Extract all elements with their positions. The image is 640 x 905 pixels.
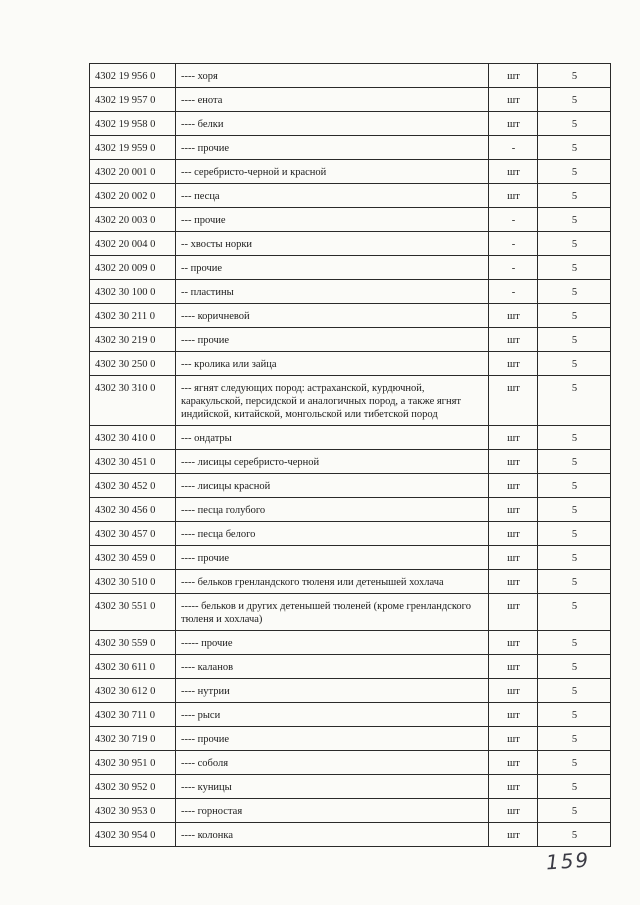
table-row — [90, 376, 611, 426]
unit-cell: шт — [489, 594, 538, 631]
unit-cell: шт — [489, 304, 538, 328]
unit-cell: шт — [489, 655, 538, 679]
table-row — [90, 631, 611, 655]
commodity-code-cell: 4302 20 002 0 — [90, 184, 176, 208]
commodity-code-cell: 4302 30 951 0 — [90, 751, 176, 775]
commodity-code-cell: 4302 30 954 0 — [90, 823, 176, 847]
commodity-code-cell: 4302 30 719 0 — [90, 727, 176, 751]
table-row — [90, 184, 611, 208]
commodity-code-cell: 4302 30 459 0 — [90, 546, 176, 570]
description-cell: --- песца — [176, 184, 489, 208]
rate-cell: 5 — [538, 256, 611, 280]
description-cell: ---- белки — [176, 112, 489, 136]
description-cell: --- ондатры — [176, 426, 489, 450]
table-row — [90, 426, 611, 450]
unit-cell: шт — [489, 631, 538, 655]
description-cell: ---- рыси — [176, 703, 489, 727]
table-row — [90, 679, 611, 703]
commodity-code-cell: 4302 30 457 0 — [90, 522, 176, 546]
unit-cell: - — [489, 256, 538, 280]
rate-cell: 5 — [538, 799, 611, 823]
table-row — [90, 474, 611, 498]
commodity-code-cell: 4302 19 958 0 — [90, 112, 176, 136]
unit-cell: шт — [489, 376, 538, 426]
description-cell: ---- лисицы серебристо-черной — [176, 450, 489, 474]
table-row — [90, 570, 611, 594]
rate-cell: 5 — [538, 328, 611, 352]
rate-cell: 5 — [538, 570, 611, 594]
commodity-code-cell: 4302 30 711 0 — [90, 703, 176, 727]
rate-cell: 5 — [538, 679, 611, 703]
rate-cell: 5 — [538, 232, 611, 256]
description-cell: ---- прочие — [176, 136, 489, 160]
unit-cell: шт — [489, 570, 538, 594]
description-cell: ---- енота — [176, 88, 489, 112]
commodity-code-cell: 4302 30 612 0 — [90, 679, 176, 703]
commodity-code-cell: 4302 30 211 0 — [90, 304, 176, 328]
description-cell: -- пластины — [176, 280, 489, 304]
description-cell: --- прочие — [176, 208, 489, 232]
description-cell: ---- лисицы красной — [176, 474, 489, 498]
unit-cell: - — [489, 232, 538, 256]
description-cell: -- хвосты норки — [176, 232, 489, 256]
rate-cell: 5 — [538, 727, 611, 751]
commodity-code-cell: 4302 30 952 0 — [90, 775, 176, 799]
table-row — [90, 751, 611, 775]
rate-cell: 5 — [538, 426, 611, 450]
table-row — [90, 136, 611, 160]
table-row — [90, 775, 611, 799]
table-row — [90, 546, 611, 570]
table-row — [90, 160, 611, 184]
description-cell: ---- прочие — [176, 328, 489, 352]
handwritten-page-number: 159 — [545, 847, 591, 875]
description-cell: ---- хоря — [176, 64, 489, 88]
description-cell: ---- бельков гренландского тюленя или детенышей хохлача — [176, 570, 489, 594]
unit-cell: шт — [489, 679, 538, 703]
table-row — [90, 799, 611, 823]
rate-cell: 5 — [538, 546, 611, 570]
table-row — [90, 450, 611, 474]
unit-cell: шт — [489, 352, 538, 376]
description-cell: ---- горностая — [176, 799, 489, 823]
unit-cell: шт — [489, 184, 538, 208]
rate-cell: 5 — [538, 522, 611, 546]
description-cell: ---- соболя — [176, 751, 489, 775]
table-row — [90, 64, 611, 88]
rate-cell: 5 — [538, 352, 611, 376]
unit-cell: шт — [489, 546, 538, 570]
table-row — [90, 328, 611, 352]
rate-cell: 5 — [538, 751, 611, 775]
rate-cell: 5 — [538, 823, 611, 847]
rate-cell: 5 — [538, 208, 611, 232]
commodity-code-cell: 4302 30 451 0 — [90, 450, 176, 474]
rate-cell: 5 — [538, 112, 611, 136]
commodity-code-cell: 4302 30 310 0 — [90, 376, 176, 426]
description-cell: ---- колонка — [176, 823, 489, 847]
table-row — [90, 208, 611, 232]
tariff-table — [89, 63, 611, 847]
rate-cell: 5 — [538, 304, 611, 328]
commodity-code-cell: 4302 30 452 0 — [90, 474, 176, 498]
unit-cell: шт — [489, 450, 538, 474]
table-row — [90, 88, 611, 112]
tariff-table-body — [90, 64, 611, 847]
unit-cell: шт — [489, 88, 538, 112]
unit-cell: шт — [489, 751, 538, 775]
unit-cell: шт — [489, 799, 538, 823]
table-row — [90, 655, 611, 679]
unit-cell: шт — [489, 775, 538, 799]
description-cell: ---- нутрии — [176, 679, 489, 703]
unit-cell: шт — [489, 160, 538, 184]
rate-cell: 5 — [538, 703, 611, 727]
description-cell: ----- прочие — [176, 631, 489, 655]
commodity-code-cell: 4302 30 551 0 — [90, 594, 176, 631]
rate-cell: 5 — [538, 594, 611, 631]
commodity-code-cell: 4302 30 250 0 — [90, 352, 176, 376]
description-cell: ---- песца белого — [176, 522, 489, 546]
table-row — [90, 232, 611, 256]
unit-cell: - — [489, 280, 538, 304]
rate-cell: 5 — [538, 160, 611, 184]
rate-cell: 5 — [538, 88, 611, 112]
table-row — [90, 703, 611, 727]
unit-cell: шт — [489, 498, 538, 522]
commodity-code-cell: 4302 30 611 0 — [90, 655, 176, 679]
rate-cell: 5 — [538, 775, 611, 799]
commodity-code-cell: 4302 30 100 0 — [90, 280, 176, 304]
rate-cell: 5 — [538, 64, 611, 88]
unit-cell: шт — [489, 112, 538, 136]
commodity-code-cell: 4302 30 219 0 — [90, 328, 176, 352]
table-row — [90, 256, 611, 280]
commodity-code-cell: 4302 30 510 0 — [90, 570, 176, 594]
unit-cell: шт — [489, 426, 538, 450]
table-row — [90, 112, 611, 136]
rate-cell: 5 — [538, 631, 611, 655]
unit-cell: шт — [489, 64, 538, 88]
description-cell: --- серебристо-черной и красной — [176, 160, 489, 184]
description-cell: -- прочие — [176, 256, 489, 280]
table-row — [90, 594, 611, 631]
description-cell: ---- каланов — [176, 655, 489, 679]
rate-cell: 5 — [538, 376, 611, 426]
unit-cell: шт — [489, 823, 538, 847]
rate-cell: 5 — [538, 498, 611, 522]
table-row — [90, 280, 611, 304]
commodity-code-cell: 4302 20 003 0 — [90, 208, 176, 232]
commodity-code-cell: 4302 30 559 0 — [90, 631, 176, 655]
unit-cell: - — [489, 208, 538, 232]
commodity-code-cell: 4302 20 004 0 — [90, 232, 176, 256]
rate-cell: 5 — [538, 655, 611, 679]
description-cell: ---- песца голубого — [176, 498, 489, 522]
table-row — [90, 727, 611, 751]
description-cell: ---- прочие — [176, 727, 489, 751]
description-cell: --- кролика или зайца — [176, 352, 489, 376]
rate-cell: 5 — [538, 184, 611, 208]
commodity-code-cell: 4302 30 410 0 — [90, 426, 176, 450]
table-row — [90, 498, 611, 522]
table-row — [90, 352, 611, 376]
unit-cell: шт — [489, 727, 538, 751]
commodity-code-cell: 4302 20 009 0 — [90, 256, 176, 280]
unit-cell: - — [489, 136, 538, 160]
table-row — [90, 304, 611, 328]
description-cell: ---- прочие — [176, 546, 489, 570]
commodity-code-cell: 4302 30 456 0 — [90, 498, 176, 522]
rate-cell: 5 — [538, 280, 611, 304]
rate-cell: 5 — [538, 474, 611, 498]
commodity-code-cell: 4302 19 959 0 — [90, 136, 176, 160]
description-cell: ---- куницы — [176, 775, 489, 799]
unit-cell: шт — [489, 522, 538, 546]
table-row — [90, 823, 611, 847]
unit-cell: шт — [489, 328, 538, 352]
unit-cell: шт — [489, 474, 538, 498]
unit-cell: шт — [489, 703, 538, 727]
description-cell: --- ягнят следующих пород: астраханской, курдючной, каракульской, персидской и аналогичных пород, а также ягнят индийской, китайской, монгольской или тибетской пород — [176, 376, 489, 426]
commodity-code-cell: 4302 20 001 0 — [90, 160, 176, 184]
rate-cell: 5 — [538, 450, 611, 474]
description-cell: ---- коричневой — [176, 304, 489, 328]
commodity-code-cell: 4302 19 957 0 — [90, 88, 176, 112]
rate-cell: 5 — [538, 136, 611, 160]
description-cell: ----- бельков и других детенышей тюленей (кроме гренландского тюленя и хохлача) — [176, 594, 489, 631]
commodity-code-cell: 4302 19 956 0 — [90, 64, 176, 88]
commodity-code-cell: 4302 30 953 0 — [90, 799, 176, 823]
table-row — [90, 522, 611, 546]
